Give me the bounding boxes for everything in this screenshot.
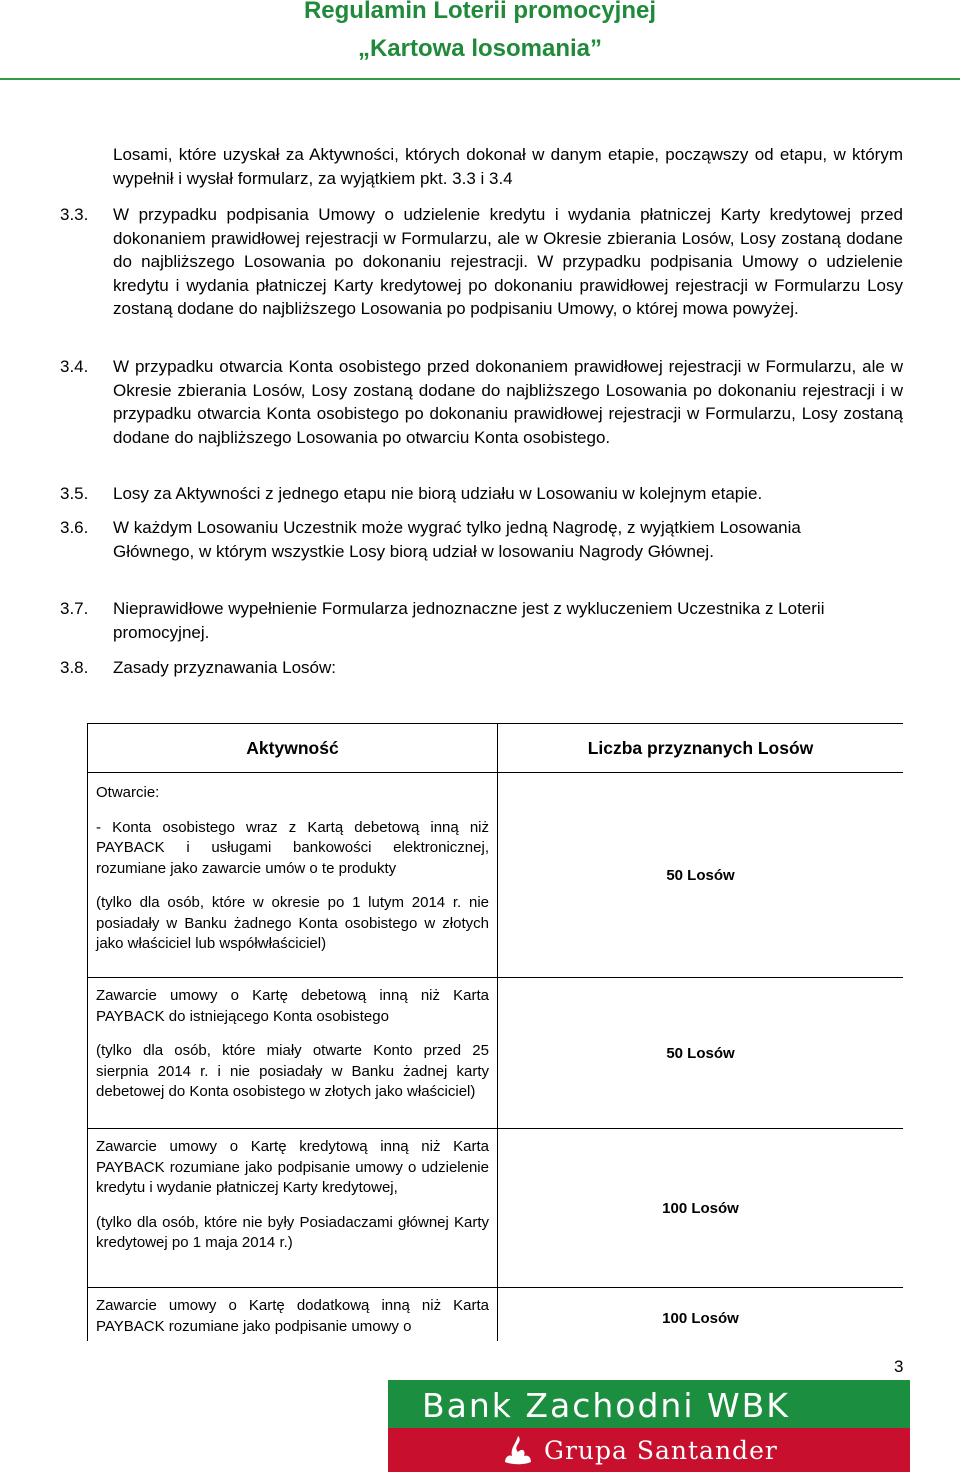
table-header-row: [88, 724, 904, 773]
activity-text: - Konta osobistego wraz z Kartą debetową inną niż PAYBACK i usługami bankowości elektronicznej, rozumiane jako zawarcie umów o te produkty: [96, 818, 489, 877]
section-text: Nieprawidłowe wypełnienie Formularza jednoznaczne jest z wykluczeniem Uczestnika z Loterii promocyjnej.: [113, 599, 825, 642]
lots-table-container: [87, 723, 903, 1341]
activity-cell: [88, 773, 498, 978]
section-number: 3.3.: [60, 205, 89, 224]
section-number: 3.4.: [60, 357, 89, 376]
santander-flame-icon: [504, 1434, 532, 1466]
header-activity: Aktywność: [88, 724, 498, 773]
section-text: Zasady przyznawania Losów:: [113, 658, 337, 677]
header-divider: [0, 78, 960, 80]
count-cell: 50 Losów: [498, 978, 904, 1129]
intro-paragraph: Losami, które uzyskał za Aktywności, których dokonał w danym etapie, począwszy od etapu, w którym wypełnił i wysłał formularz, za wyjątkiem pkt. 3.3 i 3.4: [113, 145, 903, 188]
activity-note: (tylko dla osób, które w okresie po 1 lutym 2014 r. nie posiadały w Banku żadnego Konta osobistego w złotych jako właściciel lub współwłaściciel): [96, 894, 489, 952]
section-number: 3.7.: [60, 599, 89, 618]
table-row: [88, 1288, 904, 1342]
document-title: Regulamin Loterii promocyjnej: [303, 0, 657, 24]
page-number: 3: [894, 1357, 904, 1376]
section-text: Losy za Aktywności z jednego etapu nie biorą udziału w Losowaniu w kolejnym etapie.: [113, 484, 763, 503]
count-cell: 100 Losów: [498, 1288, 904, 1342]
activity-cell: [88, 1288, 498, 1342]
activity-note: (tylko dla osób, które nie były Posiadaczami głównej Karty kredytowej po 1 maja 2014 r.): [96, 1213, 489, 1251]
header-count: Liczba przyznanych Losów: [498, 724, 904, 773]
group-name: Grupa Santander: [544, 1436, 778, 1465]
table-row: [88, 978, 904, 1129]
section-text: W każdym Losowaniu Uczestnik może wygrać tylko jedną Nagrodę, z wyjątkiem Losowania Głównego, w którym wszystkie Losy biorą udział w losowaniu Nagrody Głównej.: [113, 518, 801, 561]
bank-name: Bank Zachodni WBK: [422, 1386, 790, 1425]
activity-text: Zawarcie umowy o Kartę debetową inną niż Karta PAYBACK do istniejącego Konta osobistego: [96, 987, 489, 1025]
section-number: 3.6.: [60, 518, 89, 537]
count-cell: 50 Losów: [498, 773, 904, 978]
group-label: Otwarcie:: [96, 784, 160, 801]
section-text: W przypadku podpisania Umowy o udzielenie kredytu i wydania płatniczej Karty kredytowej przed dokonaniem prawidłowej rejestracji w Formularzu, ale w Okresie zbierania Losów, Losy zostaną dodane do najbliższego Losowania po dokonaniu rejestracji. W przypadku podpisania Umowy o udzielenie kredytu i wydania płatniczej Karty kredytowej po dokonaniu prawidłowej rejestracji w Formularzu Losy zostaną dodane do najbliższego Losowania po podpisaniu Umowy, o której mowa powyżej.: [113, 205, 903, 318]
section-text: W przypadku otwarcia Konta osobistego przed dokonaniem prawidłowej rejestracji w Formularzu, ale w Okresie zbierania Losów, Losy zostaną dodane do najbliższego Losowania po dokonaniu rejestracji i w przypadku otwarcia Konta osobistego po dokonaniu prawidłowej rejestracji w Formularzu, Losy zostaną dodane do najbliższego Losowania po otwarciu Konta osobistego.: [113, 357, 903, 447]
bank-logo: [388, 1380, 910, 1472]
count-cell: 100 Losów: [498, 1129, 904, 1288]
activity-text: Zawarcie umowy o Kartę dodatkową inną niż Karta PAYBACK rozumiane jako podpisanie umowy o: [96, 1297, 489, 1335]
table-row: [88, 773, 904, 978]
lots-table: [87, 723, 903, 1341]
section-number: 3.5.: [60, 484, 89, 503]
section-number: 3.8.: [60, 658, 89, 677]
activity-text: Zawarcie umowy o Kartę kredytową inną niż Karta PAYBACK rozumiane jako podpisanie umowy o udzielenie kredytu i wydanie płatniczej Karty kredytowej,: [96, 1138, 489, 1196]
activity-cell: [88, 1129, 498, 1288]
document-subtitle: „Kartowa losomania”: [357, 35, 603, 62]
activity-cell: [88, 978, 498, 1129]
table-row: [88, 1129, 904, 1288]
activity-note: (tylko dla osób, które miały otwarte Konto przed 25 sierpnia 2014 r. i nie posiadały w Banku żadnej karty debetowej do Konta osobistego w złotych jako właściciel): [96, 1042, 489, 1100]
